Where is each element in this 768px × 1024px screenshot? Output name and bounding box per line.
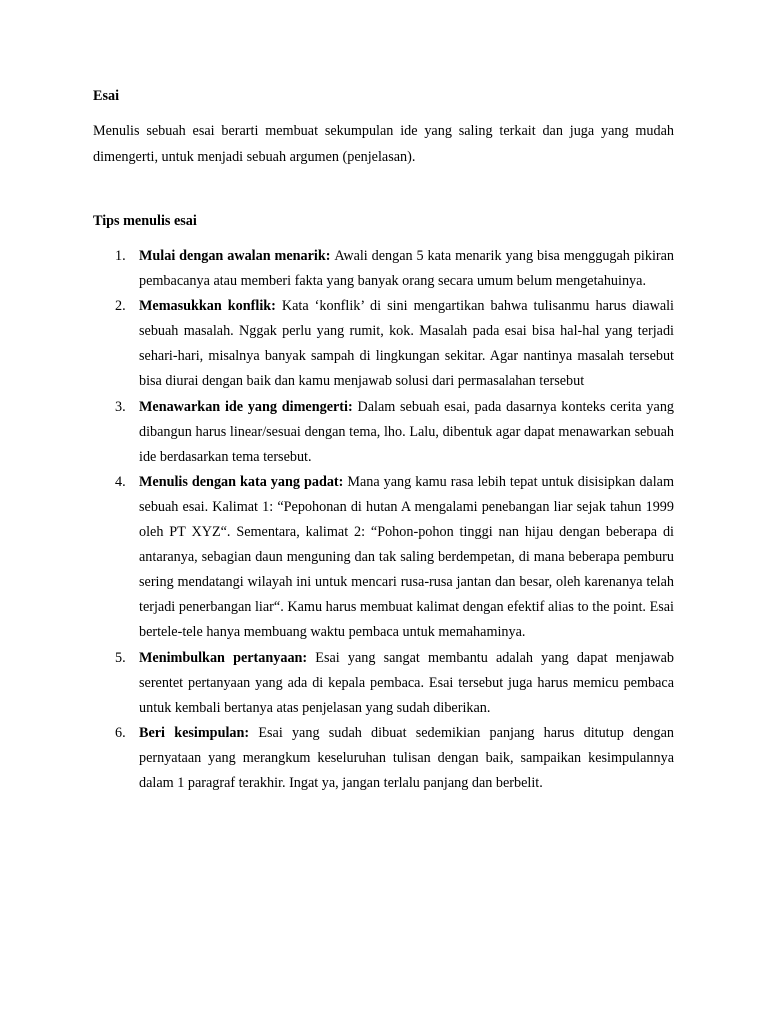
list-item-number: 1. [115,248,126,264]
list-item-number: 3. [115,398,126,415]
intro-paragraph: Menulis sebuah esai berarti membuat sekumpulan ide yang saling terkait dan juga yang mudah dimengerti, untuk menjadi sebuah argumen (penjelasan). [93,123,674,165]
list-item-heading: Menulis dengan kata yang padat: [139,473,348,490]
list-item-text: Kata ‘konflik’ di sini mengartikan bahwa tulisanmu harus diawali sebuah masalah. Nggak perlu yang rumit, kok. Masalah pada esai bisa hal-hal yang terjadi sehari-hari, misalnya banyak sampah di lingkungan sekitar. Agar nantinya masalah tersebut bisa diurai dengan baik dan kamu menjawab solusi dari permasalahan tersebut [139,298,674,390]
list-item-heading: Beri kesimpulan: [139,724,259,741]
list-item-number: 2. [115,298,126,315]
list-item-text: Mana yang kamu rasa lebih tepat untuk disisipkan dalam sebuah esai. Kalimat 1: “Pepohonan di hutan A mengalami penebangan liar sejak tahun 1999 oleh PT XYZ“. Sementara, kalimat 2: “Pohon-pohon tinggi nan hijau dengan beberapa di antaranya, sebagian daun menguning dan tak saling berdempetan, di mana beberapa pemburu sering mendatangi wilayah ini untuk mencari rusa-rusa jantan dan besar, oleh karenanya telah terjadi penerbangan liar“. Kamu harus membuat kalimat dengan efektif alias to the point. Esai bertele-tele hanya membuang waktu pembaca untuk memahaminya. [139,473,675,641]
list-item-text: Esai yang sangat membantu adalah yang dapat menjawab serentet pertanyaan yang ada di kepala pembaca. Esai tersebut juga harus memicu pembaca untuk kembali bertanya atas penjelasan yang sudah diberikan. [139,649,674,716]
list-item-heading: Menawarkan ide yang dimengerti: [139,398,358,415]
list-item-heading: Memasukkan konflik: [139,298,282,315]
list-item-heading: Mulai dengan awalan menarik: [139,248,335,264]
document-page [93,86,674,796]
list-item [93,395,674,470]
list-item-text: Esai yang sudah dibuat sedemikian panjang harus ditutup dengan pernyataan yang merangkum keseluruhan tulisan dengan baik, sampaikan kesimpulannya dalam 1 paragraf terakhir. Ingat ya, jangan terlalu panjang dan berbelit. [139,724,674,791]
list-item [93,646,674,721]
list-item-text: Dalam sebuah esai, pada dasarnya konteks cerita yang dibangun harus linear/sesuai dengan tema, lho. Lalu, dibentuk agar dapat menawarkan sebuah ide berdasarkan tema tersebut. [139,398,675,465]
tips-heading: Tips menulis esai [93,213,197,229]
list-item-number: 6. [115,724,126,741]
tips-list [93,244,674,796]
list-item [93,470,674,646]
list-item [93,244,674,294]
list-item-number: 5. [115,649,126,666]
list-item-number: 4. [115,473,126,490]
list-item-text: Awali dengan 5 kata menarik yang bisa menggugah pikiran pembacanya atau memberi fakta yang banyak orang secara umum belum mengetahuinya. [139,248,675,290]
list-item [93,721,674,796]
document-title: Esai [93,88,120,104]
list-item [93,294,674,394]
list-item-heading: Menimbulkan pertanyaan: [139,649,316,666]
